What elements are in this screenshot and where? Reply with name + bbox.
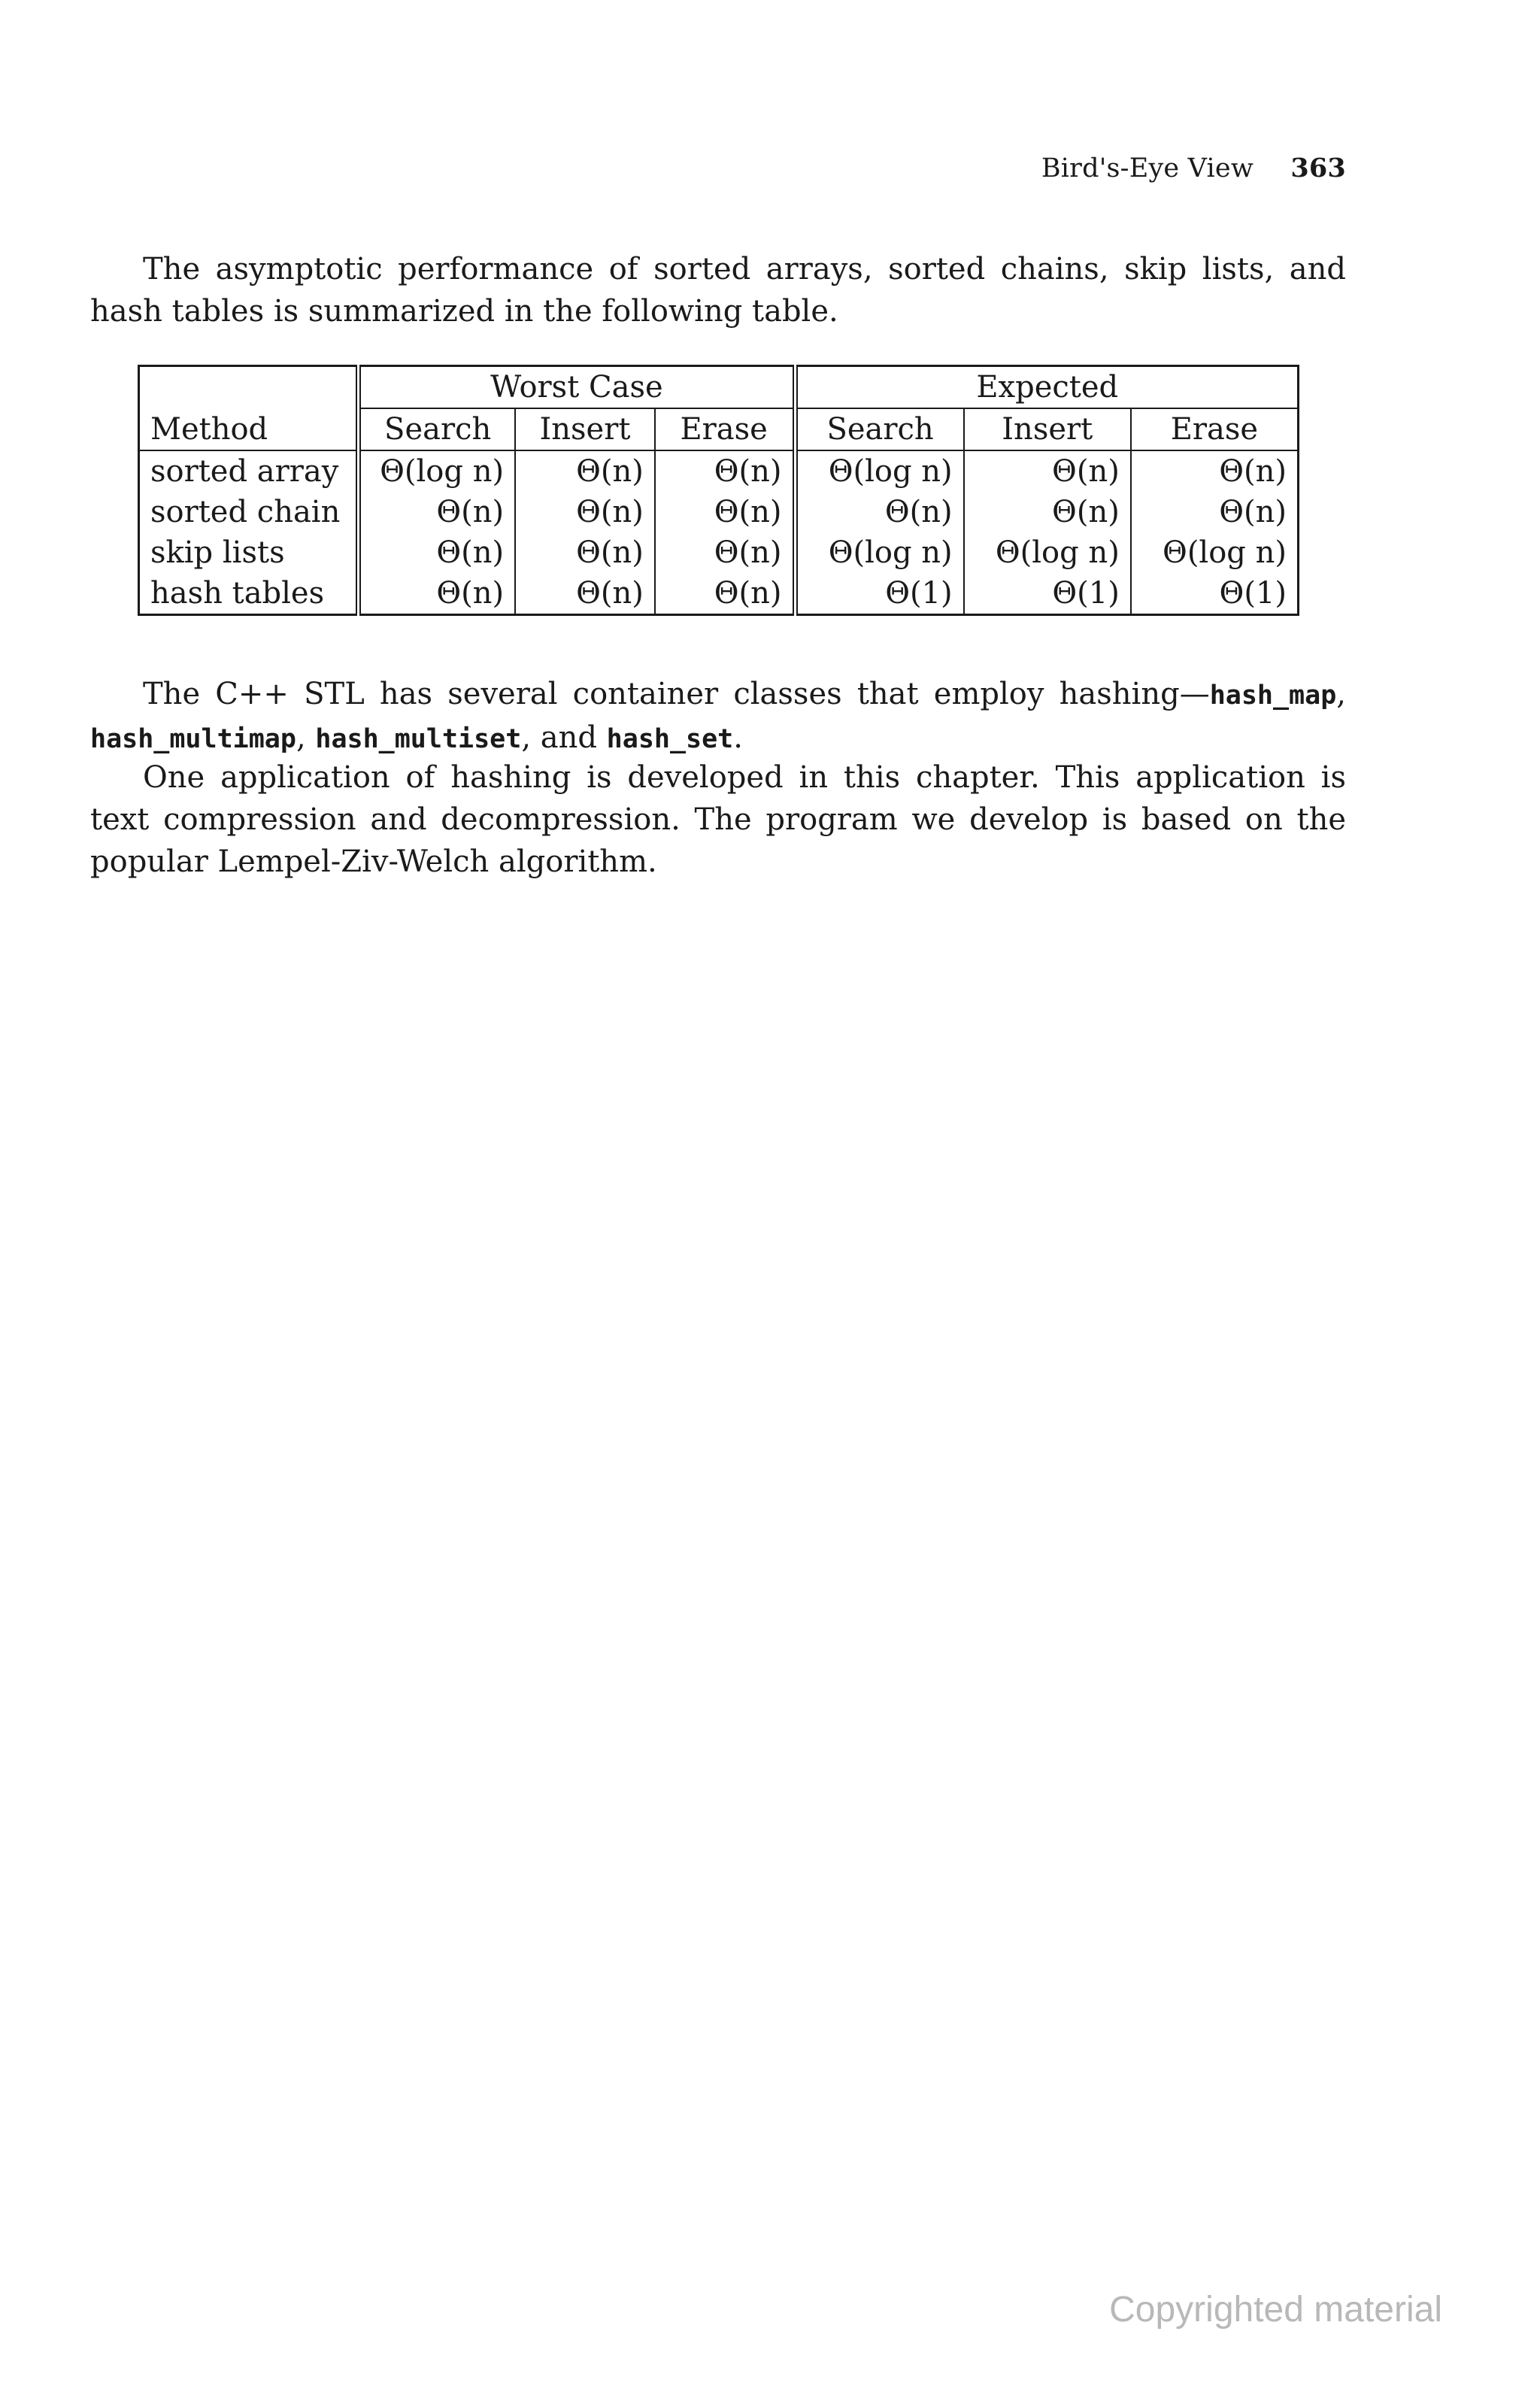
data-cell: Θ(log n) bbox=[1131, 532, 1299, 573]
code-hash-set: hash_set bbox=[606, 724, 734, 754]
data-cell: Θ(n) bbox=[515, 450, 655, 492]
copyright-watermark: Copyrighted material bbox=[1109, 2290, 1442, 2330]
stl-text-before: The C++ STL has several container classes that employ hashing— bbox=[143, 677, 1210, 711]
data-cell: Θ(n) bbox=[359, 492, 515, 532]
table-row bbox=[139, 532, 1299, 573]
data-cell: Θ(n) bbox=[964, 492, 1131, 532]
running-head bbox=[1041, 153, 1346, 183]
stl-text-after: . bbox=[733, 720, 743, 755]
running-title: Bird's-Eye View bbox=[1041, 153, 1254, 183]
data-cell: Θ(n) bbox=[655, 532, 795, 573]
data-cell: Θ(n) bbox=[655, 450, 795, 492]
data-cell: Θ(n) bbox=[655, 492, 795, 532]
separator: , and bbox=[521, 720, 607, 755]
code-hash-multiset: hash_multiset bbox=[315, 724, 522, 754]
stl-paragraph bbox=[90, 673, 1346, 760]
separator: , bbox=[296, 720, 316, 755]
code-hash-map: hash_map bbox=[1209, 681, 1337, 711]
data-cell: Θ(n) bbox=[515, 532, 655, 573]
table-row bbox=[139, 450, 1299, 492]
data-cell: Θ(n) bbox=[359, 532, 515, 573]
group-header-worst: Worst Case bbox=[359, 366, 795, 409]
page-number: 363 bbox=[1290, 153, 1346, 183]
table-row bbox=[139, 573, 1299, 615]
data-cell: Θ(1) bbox=[964, 573, 1131, 615]
method-cell: sorted chain bbox=[150, 495, 341, 529]
sub-header-cell: Search bbox=[795, 408, 964, 450]
intro-paragraph: The asymptotic performance of sorted arrays, sorted chains, skip lists, and hash tables is summarized in the following table. bbox=[90, 252, 1346, 329]
table-row bbox=[139, 492, 1299, 532]
empty-corner-cell bbox=[139, 366, 359, 409]
data-cell: Θ(n) bbox=[964, 450, 1131, 492]
data-cell: Θ(log n) bbox=[795, 532, 964, 573]
data-cell: Θ(n) bbox=[515, 573, 655, 615]
data-cell: Θ(n) bbox=[359, 573, 515, 615]
performance-table bbox=[138, 365, 1299, 616]
data-cell: Θ(n) bbox=[1131, 492, 1299, 532]
data-cell: Θ(log n) bbox=[359, 450, 515, 492]
data-cell: Θ(log n) bbox=[964, 532, 1131, 573]
data-cell: Θ(1) bbox=[1131, 573, 1299, 615]
table-group-header-row bbox=[139, 366, 1299, 409]
code-hash-multimap: hash_multimap bbox=[90, 724, 296, 754]
sub-header-cell: Insert bbox=[515, 408, 655, 450]
method-cell: hash tables bbox=[150, 576, 325, 611]
sub-header-cell: Insert bbox=[964, 408, 1131, 450]
sub-header-cell: Erase bbox=[655, 408, 795, 450]
data-cell: Θ(1) bbox=[795, 573, 964, 615]
separator: , bbox=[1336, 677, 1346, 711]
group-header-expected: Expected bbox=[795, 366, 1299, 409]
data-cell: Θ(n) bbox=[655, 573, 795, 615]
method-cell: sorted array bbox=[139, 450, 359, 492]
sub-header-cell: Erase bbox=[1131, 408, 1299, 450]
data-cell: Θ(n) bbox=[795, 492, 964, 532]
application-paragraph: One application of hashing is developed in this chapter. This application is text compression and decompression. The program we develop is based on the popular Lempel-Ziv-Welch algorithm. bbox=[90, 760, 1346, 879]
data-cell: Θ(log n) bbox=[795, 450, 964, 492]
data-cell: Θ(n) bbox=[1131, 450, 1299, 492]
method-header: Method bbox=[150, 411, 268, 447]
data-cell: Θ(n) bbox=[515, 492, 655, 532]
method-cell: skip lists bbox=[150, 535, 285, 570]
table-sub-header-row bbox=[139, 408, 1299, 450]
sub-header-cell: Search bbox=[359, 408, 515, 450]
